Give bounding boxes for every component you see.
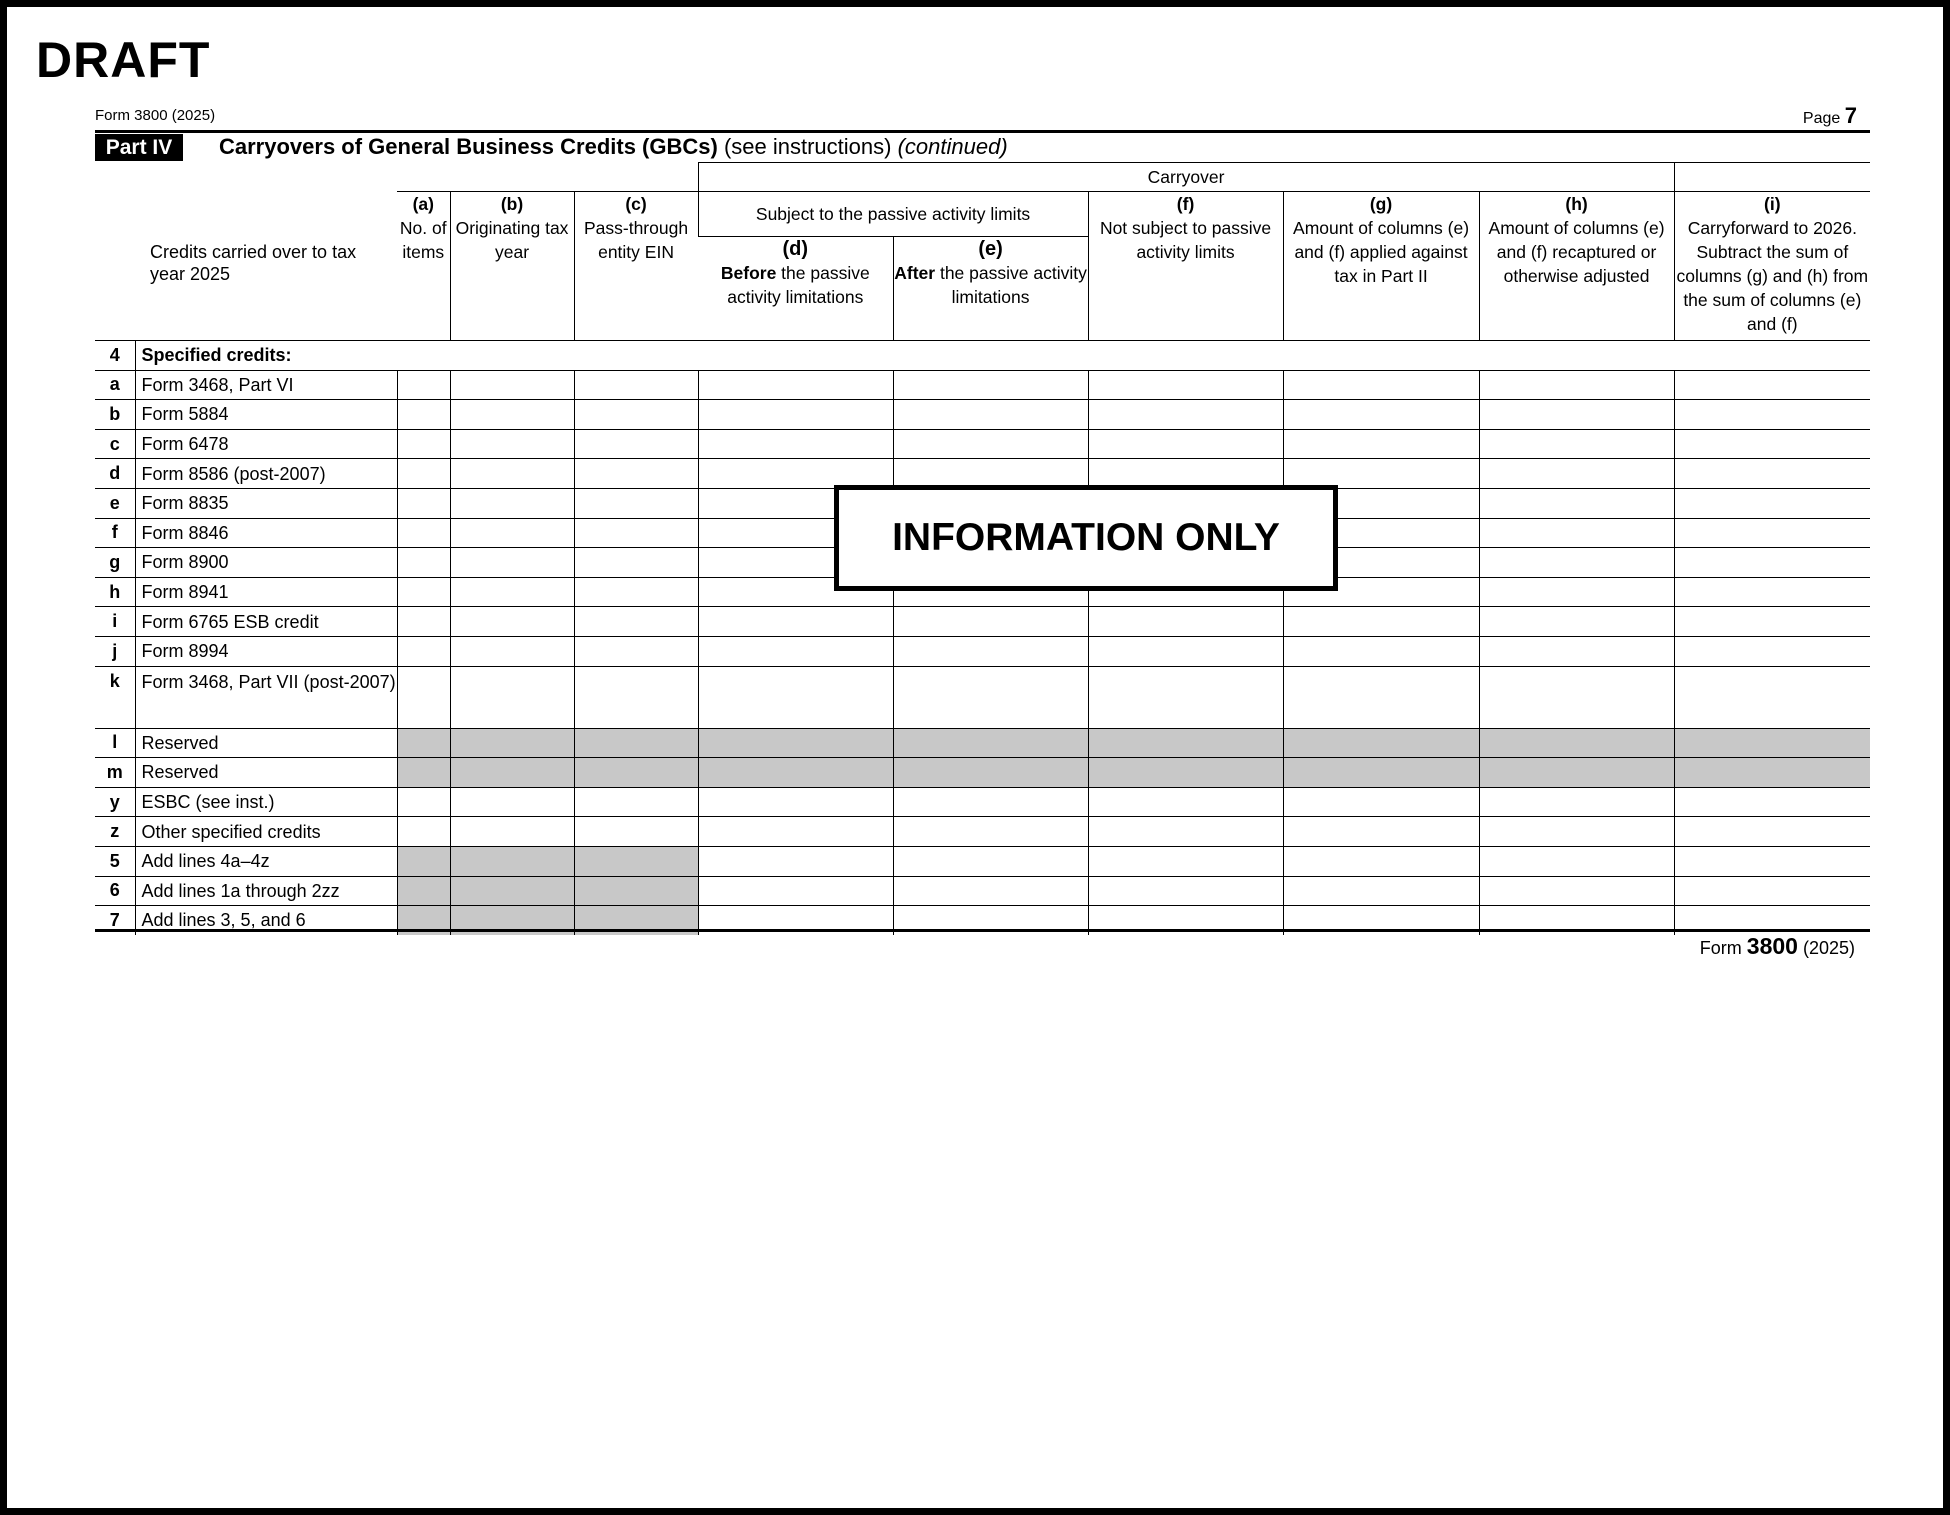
information-only-stamp: INFORMATION ONLY (834, 485, 1338, 591)
page-number-value: 7 (1844, 103, 1857, 128)
entry-cell[interactable] (1674, 548, 1870, 578)
entry-cell[interactable] (1479, 666, 1674, 728)
shaded-cell (397, 758, 450, 788)
entry-cell[interactable] (397, 429, 450, 459)
credits-label-cell (95, 163, 397, 341)
entry-cell[interactable] (893, 429, 1088, 459)
line-number: d (95, 459, 135, 489)
table-row (95, 341, 1870, 371)
entry-cell[interactable] (698, 846, 893, 876)
line-number: g (95, 548, 135, 578)
bottom-rule (95, 929, 1870, 932)
entry-cell[interactable] (1674, 488, 1870, 518)
line-description: Reserved (135, 758, 397, 788)
shaded-cell (1283, 728, 1479, 758)
line-description: Specified credits: (135, 341, 397, 371)
line-description: Form 5884 (135, 400, 397, 430)
entry-cell[interactable] (1674, 607, 1870, 637)
shaded-cell (1479, 758, 1674, 788)
entry-cell[interactable] (1088, 429, 1283, 459)
line-description: Form 8941 (135, 577, 397, 607)
entry-cell[interactable] (698, 666, 893, 728)
entry-cell[interactable] (1088, 846, 1283, 876)
entry-cell[interactable] (1088, 666, 1283, 728)
line-description: Form 8835 (135, 488, 397, 518)
line-description: Add lines 1a through 2zz (135, 876, 397, 906)
col-a-header: (a) No. of items (397, 192, 450, 341)
entry-cell[interactable] (397, 370, 450, 400)
line-number: f (95, 518, 135, 548)
entry-cell[interactable] (450, 577, 574, 607)
entry-cell[interactable] (893, 607, 1088, 637)
part-title-italic: (continued) (897, 134, 1008, 159)
entry-cell[interactable] (1674, 876, 1870, 906)
entry-cell[interactable] (1088, 876, 1283, 906)
shaded-cell (450, 758, 574, 788)
entry-cell[interactable] (574, 429, 698, 459)
draft-watermark: DRAFT (36, 32, 211, 88)
entry-cell[interactable] (1283, 846, 1479, 876)
entry-cell[interactable] (1479, 846, 1674, 876)
entry-cell[interactable] (698, 607, 893, 637)
line-number: 6 (95, 876, 135, 906)
line-number: j (95, 636, 135, 666)
line-description: Form 3468, Part VI (135, 370, 397, 400)
table-row (95, 817, 1870, 847)
col-c-header: (c) Pass-through entity EIN (574, 192, 698, 341)
table-row (95, 758, 1870, 788)
entry-cell[interactable] (698, 787, 893, 817)
line-number: 5 (95, 846, 135, 876)
entry-cell[interactable] (1088, 817, 1283, 847)
entry-cell[interactable] (1479, 577, 1674, 607)
line-description: Other specified credits (135, 817, 397, 847)
entry-cell[interactable] (574, 459, 698, 489)
table-row (95, 636, 1870, 666)
shaded-cell (893, 758, 1088, 788)
entry-cell[interactable] (397, 607, 450, 637)
entry-cell[interactable] (397, 488, 450, 518)
entry-cell[interactable] (1479, 548, 1674, 578)
entry-cell[interactable] (450, 518, 574, 548)
entry-cell[interactable] (1479, 400, 1674, 430)
entry-cell[interactable] (450, 459, 574, 489)
entry-cell[interactable] (1479, 876, 1674, 906)
entry-cell[interactable] (574, 577, 698, 607)
entry-cell[interactable] (1088, 370, 1283, 400)
shaded-cell (574, 846, 698, 876)
entry-cell[interactable] (698, 636, 893, 666)
entry-cell[interactable] (1674, 846, 1870, 876)
entry-cell[interactable] (1674, 666, 1870, 728)
entry-cell[interactable] (450, 817, 574, 847)
shaded-cell (450, 846, 574, 876)
table-row (95, 846, 1870, 876)
shaded-cell (1088, 728, 1283, 758)
entry-cell[interactable] (1283, 636, 1479, 666)
carryover-header: Carryover (698, 163, 1674, 192)
line-number: z (95, 817, 135, 847)
shaded-cell (574, 758, 698, 788)
shaded-cell (574, 876, 698, 906)
shaded-cell (397, 876, 450, 906)
entry-cell[interactable] (1479, 636, 1674, 666)
entry-cell (397, 341, 1870, 371)
col-b-header: (b) Originating tax year (450, 192, 574, 341)
entry-cell[interactable] (397, 636, 450, 666)
entry-cell[interactable] (574, 488, 698, 518)
entry-cell[interactable] (397, 787, 450, 817)
form-id: Form 3800 (2025) (95, 107, 216, 124)
entry-cell[interactable] (450, 607, 574, 637)
entry-cell[interactable] (1674, 400, 1870, 430)
form-footer: Form 3800 (2025) (1699, 933, 1855, 959)
entry-cell[interactable] (1088, 636, 1283, 666)
shaded-cell (1674, 728, 1870, 758)
line-description: Add lines 3, 5, and 6 (135, 906, 397, 935)
col-d-header: (d) Before the passive activity limitations (698, 237, 893, 341)
entry-cell[interactable] (1674, 459, 1870, 489)
shaded-cell (397, 728, 450, 758)
entry-cell[interactable] (450, 488, 574, 518)
entry-cell[interactable] (698, 876, 893, 906)
entry-cell[interactable] (893, 787, 1088, 817)
entry-cell[interactable] (397, 666, 450, 728)
entry-cell[interactable] (1674, 636, 1870, 666)
table-row (95, 429, 1870, 459)
entry-cell[interactable] (1088, 400, 1283, 430)
entry-cell[interactable] (574, 548, 698, 578)
line-number: y (95, 787, 135, 817)
line-number: b (95, 400, 135, 430)
page-number (1803, 103, 1857, 129)
shaded-cell (450, 876, 574, 906)
entry-cell[interactable] (1283, 876, 1479, 906)
entry-cell[interactable] (1088, 787, 1283, 817)
shaded-cell (450, 728, 574, 758)
entry-cell[interactable] (893, 817, 1088, 847)
entry-cell[interactable] (450, 666, 574, 728)
part-title-plain: (see instructions) (717, 134, 898, 159)
line-description: Form 6765 ESB credit (135, 607, 397, 637)
entry-cell[interactable] (1479, 370, 1674, 400)
table-row (95, 787, 1870, 817)
shaded-cell (574, 728, 698, 758)
entry-cell[interactable] (397, 548, 450, 578)
col-f-header: (f) Not subject to passive activity limits (1088, 192, 1283, 341)
shaded-cell (397, 846, 450, 876)
entry-cell (397, 163, 698, 192)
entry-cell[interactable] (1479, 787, 1674, 817)
col-e-header: (e) After the passive activity limitations (893, 237, 1088, 341)
entry-cell[interactable] (1479, 488, 1674, 518)
shaded-cell (1283, 758, 1479, 788)
entry-cell[interactable] (698, 370, 893, 400)
line-description: Form 3468, Part VII (post-2007) (135, 666, 397, 728)
entry-cell[interactable] (1674, 817, 1870, 847)
entry-cell[interactable] (397, 459, 450, 489)
entry-cell[interactable] (397, 817, 450, 847)
entry-cell[interactable] (574, 817, 698, 847)
entry-cell[interactable] (1283, 607, 1479, 637)
line-description: Form 8900 (135, 548, 397, 578)
shaded-cell (1479, 728, 1674, 758)
entry-cell[interactable] (574, 607, 698, 637)
line-description: Form 6478 (135, 429, 397, 459)
line-number: k (95, 666, 135, 728)
entry-cell[interactable] (698, 817, 893, 847)
entry-cell[interactable] (450, 429, 574, 459)
entry-cell[interactable] (1674, 787, 1870, 817)
col-i-header: (i) Carryforward to 2026. Subtract the sum of columns (g) and (h) from the sum of columns (e) and (f) (1674, 192, 1870, 341)
table-row (95, 666, 1870, 728)
entry-cell[interactable] (450, 787, 574, 817)
entry-cell[interactable] (1479, 429, 1674, 459)
entry-cell[interactable] (1283, 817, 1479, 847)
entry-cell[interactable] (893, 846, 1088, 876)
part-badge: Part IV (95, 134, 183, 161)
line-description: Form 8994 (135, 636, 397, 666)
line-number: l (95, 728, 135, 758)
entry-cell[interactable] (574, 518, 698, 548)
table-row (95, 607, 1870, 637)
entry-cell[interactable] (893, 400, 1088, 430)
entry-cell[interactable] (1479, 607, 1674, 637)
passive-limits-header: Subject to the passive activity limits (698, 192, 1088, 237)
entry-cell[interactable] (574, 666, 698, 728)
col-g-header: (g) Amount of columns (e) and (f) applied against tax in Part II (1283, 192, 1479, 341)
shaded-cell (1674, 758, 1870, 788)
line-number: e (95, 488, 135, 518)
entry-cell[interactable] (1479, 518, 1674, 548)
line-number: 7 (95, 906, 135, 935)
entry-cell[interactable] (1479, 817, 1674, 847)
entry-cell[interactable] (574, 370, 698, 400)
entry-cell[interactable] (893, 370, 1088, 400)
table-row (95, 876, 1870, 906)
entry-cell[interactable] (574, 400, 698, 430)
entry-cell[interactable] (450, 400, 574, 430)
entry-cell[interactable] (1674, 577, 1870, 607)
line-description: Reserved (135, 728, 397, 758)
entry-cell[interactable] (450, 370, 574, 400)
line-number: c (95, 429, 135, 459)
entry-cell[interactable] (1283, 429, 1479, 459)
entry-cell[interactable] (893, 876, 1088, 906)
line-number: a (95, 370, 135, 400)
shaded-cell (698, 758, 893, 788)
entry-cell[interactable] (397, 518, 450, 548)
table-row (95, 400, 1870, 430)
entry-cell[interactable] (1283, 370, 1479, 400)
col-h-header: (h) Amount of columns (e) and (f) recaptured or otherwise adjusted (1479, 192, 1674, 341)
table-row (95, 370, 1870, 400)
entry-cell[interactable] (1283, 666, 1479, 728)
entry-cell[interactable] (893, 636, 1088, 666)
entry-cell[interactable] (574, 636, 698, 666)
entry-cell[interactable] (450, 548, 574, 578)
entry-cell[interactable] (1283, 400, 1479, 430)
line-number: 4 (95, 341, 135, 371)
line-description: Form 8586 (post-2007) (135, 459, 397, 489)
entry-cell[interactable] (1283, 787, 1479, 817)
line-description: Add lines 4a–4z (135, 846, 397, 876)
shaded-cell (1088, 758, 1283, 788)
shaded-cell (893, 728, 1088, 758)
entry-cell[interactable] (1674, 429, 1870, 459)
line-number: m (95, 758, 135, 788)
entry-cell[interactable] (893, 666, 1088, 728)
entry-cell[interactable] (397, 400, 450, 430)
entry-cell[interactable] (574, 787, 698, 817)
entry-cell[interactable] (1674, 518, 1870, 548)
entry-cell[interactable] (698, 429, 893, 459)
entry-cell[interactable] (450, 636, 574, 666)
line-description: ESBC (see inst.) (135, 787, 397, 817)
entry-cell (1674, 163, 1870, 192)
table-row (95, 728, 1870, 758)
line-number: h (95, 577, 135, 607)
entry-cell[interactable] (1674, 370, 1870, 400)
credits-label: Credits carried over to tax year 2025 (150, 241, 357, 284)
part-title (219, 133, 1008, 161)
entry-cell[interactable] (397, 577, 450, 607)
shaded-cell (698, 728, 893, 758)
entry-cell[interactable] (1479, 459, 1674, 489)
line-number: i (95, 607, 135, 637)
entry-cell[interactable] (1088, 607, 1283, 637)
line-description: Form 8846 (135, 518, 397, 548)
page-label: Page (1802, 110, 1841, 127)
part-title-bold: Carryovers of General Business Credits (GBCs) (219, 134, 718, 159)
entry-cell[interactable] (698, 400, 893, 430)
